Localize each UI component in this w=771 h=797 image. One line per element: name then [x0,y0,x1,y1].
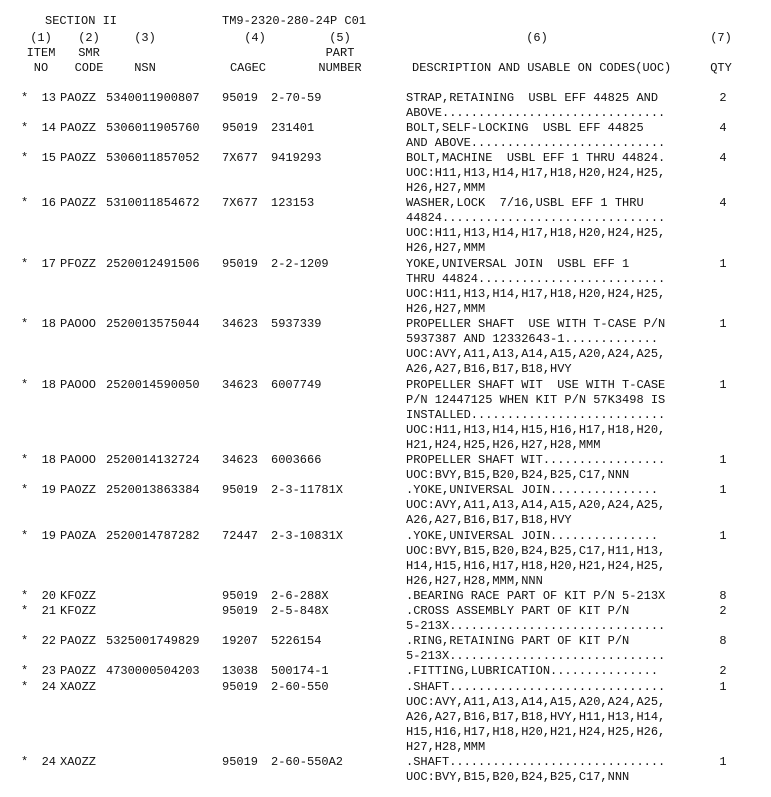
cagec: 7X677 [222,196,259,210]
part-number: 2-6-288X [271,589,329,603]
description-line: 5-213X.............................. [406,619,666,633]
description-line: WASHER,LOCK 7/16,USBL EFF 1 THRU [406,196,644,210]
smr-code: XAOZZ [60,755,97,769]
nsn: 5340011900807 [106,91,200,105]
change-marker: * [21,453,29,467]
part-number: 2-5-848X [271,604,329,618]
description-line: .CROSS ASSEMBLY PART OF KIT P/N [406,604,630,618]
cagec: 34623 [222,317,259,331]
col-qty-number: (7) [710,31,732,45]
smr-code: PAOZZ [60,196,97,210]
smr-code: KFOZZ [60,604,97,618]
smr-code: PAOOO [60,378,97,392]
item-number: 18 [41,317,56,331]
item-number: 19 [41,529,56,543]
description-line: UOC:BVY,B15,B20,B24,B25,C17,NNN [406,770,630,784]
description-line: P/N 12447125 WHEN KIT P/N 57K3498 IS [406,393,666,407]
quantity: 2 [719,664,727,678]
cagec: 7X677 [222,151,259,165]
manual-number: TM9-2320-280-24P C01 [222,14,367,28]
description-line: UOC:H11,H13,H14,H17,H18,H20,H24,H25, [406,166,666,180]
item-number: 14 [41,121,56,135]
part-number: 5226154 [271,634,322,648]
quantity: 8 [719,589,727,603]
part-number: 2-60-550 [271,680,329,694]
description-line: .RING,RETAINING PART OF KIT P/N [406,634,630,648]
change-marker: * [21,634,29,648]
part-number: 5937339 [271,317,322,331]
cagec: 95019 [222,91,259,105]
quantity: 1 [719,317,727,331]
quantity: 1 [719,378,727,392]
col-desc-number: (6) [526,31,548,45]
nsn: 5306011857052 [106,151,200,165]
nsn: 2520014590050 [106,378,200,392]
description-line: 44824............................... [406,211,666,225]
smr-code: PAOZZ [60,634,97,648]
change-marker: * [21,589,29,603]
nsn: 2520014787282 [106,529,200,543]
col-part-number: (5) [329,31,351,45]
change-marker: * [21,317,29,331]
part-number: 2-70-59 [271,91,322,105]
part-number: 2-60-550A2 [271,755,344,769]
col-part-label: PART [325,46,355,60]
cagec: 95019 [222,680,259,694]
col-smr-number: (2) [78,31,100,45]
description-line: PROPELLER SHAFT WIT................. [406,453,666,467]
description-line: INSTALLED........................... [406,408,666,422]
item-number: 18 [41,453,56,467]
smr-code: PAOZA [60,529,97,543]
change-marker: * [21,483,29,497]
cagec: 34623 [222,378,259,392]
change-marker: * [21,664,29,678]
item-number: 21 [41,604,56,618]
description-line: 5-213X.............................. [406,649,666,663]
item-number: 17 [41,257,56,271]
description-line: A26,A27,B16,B17,B18,HVY [406,513,572,527]
description-line: H14,H15,H16,H17,H18,H20,H21,H24,H25, [406,559,666,573]
quantity: 1 [719,529,727,543]
description-line: UOC:BVY,B15,B20,B24,B25,C17,H11,H13, [406,544,666,558]
change-marker: * [21,529,29,543]
part-number: 500174-1 [271,664,329,678]
col-smr-code-label: CODE [74,61,104,75]
cagec: 95019 [222,604,259,618]
change-marker: * [21,91,29,105]
smr-code: PAOZZ [60,483,97,497]
smr-code: PAOZZ [60,151,97,165]
item-number: 15 [41,151,56,165]
nsn: 2520012491506 [106,257,200,271]
description-line: PROPELLER SHAFT WIT USE WITH T-CASE [406,378,666,392]
cagec: 95019 [222,755,259,769]
item-number: 18 [41,378,56,392]
item-number: 16 [41,196,56,210]
col-desc-label: DESCRIPTION AND USABLE ON CODES(UOC) [412,61,672,75]
description-line: UOC:AVY,A11,A13,A14,A15,A20,A24,A25, [406,695,666,709]
part-number: 123153 [271,196,315,210]
col-nsn-number: (3) [134,31,156,45]
quantity: 1 [719,483,727,497]
description-line: ABOVE............................... [406,106,666,120]
description-line: .YOKE,UNIVERSAL JOIN............... [406,529,659,543]
cagec: 72447 [222,529,259,543]
item-number: 20 [41,589,56,603]
part-number: 6007749 [271,378,322,392]
col-part-number-label: NUMBER [318,61,362,75]
col-item-label: ITEM [26,46,56,60]
description-line: H26,H27,MMM [406,241,486,255]
section-title: SECTION II [45,14,118,28]
description-line: UOC:AVY,A11,A13,A14,A15,A20,A24,A25, [406,347,666,361]
part-number: 9419293 [271,151,322,165]
col-nsn-label: NSN [134,61,156,75]
quantity: 1 [719,755,727,769]
smr-code: PFOZZ [60,257,97,271]
part-number: 6003666 [271,453,322,467]
smr-code: KFOZZ [60,589,97,603]
description-line: H21,H24,H25,H26,H27,H28,MMM [406,438,601,452]
col-item-no-label: NO [33,61,49,75]
description-line: H26,H27,H28,MMM,NNN [406,574,543,588]
quantity: 2 [719,604,727,618]
item-number: 24 [41,755,56,769]
description-line: UOC:H11,H13,H14,H17,H18,H20,H24,H25, [406,287,666,301]
description-line: .FITTING,LUBRICATION............... [406,664,659,678]
col-qty-label: QTY [710,61,732,75]
description-line: THRU 44824.......................... [406,272,666,286]
change-marker: * [21,755,29,769]
change-marker: * [21,378,29,392]
change-marker: * [21,680,29,694]
cagec: 95019 [222,483,259,497]
description-line: BOLT,SELF-LOCKING USBL EFF 44825 [406,121,644,135]
item-number: 22 [41,634,56,648]
quantity: 4 [719,196,727,210]
cagec: 19207 [222,634,259,648]
quantity: 2 [719,91,727,105]
col-smr-label: SMR [78,46,100,60]
item-number: 13 [41,91,56,105]
quantity: 4 [719,151,727,165]
quantity: 1 [719,453,727,467]
nsn: 2520013575044 [106,317,200,331]
nsn: 4730000504203 [106,664,200,678]
quantity: 1 [719,257,727,271]
col-item-number: (1) [30,31,52,45]
item-number: 19 [41,483,56,497]
description-line: H27,H28,MMM [406,740,486,754]
nsn: 5325001749829 [106,634,200,648]
smr-code: PAOZZ [60,664,97,678]
description-line: YOKE,UNIVERSAL JOIN USBL EFF 1 [406,257,630,271]
part-number: 2-3-11781X [271,483,344,497]
smr-code: PAOZZ [60,121,97,135]
change-marker: * [21,151,29,165]
description-line: UOC:BVY,B15,B20,B24,B25,C17,NNN [406,468,630,482]
col-cagec-label: CAGEC [229,61,266,75]
col-cagec-number: (4) [244,31,266,45]
nsn: 5306011905760 [106,121,200,135]
part-number: 231401 [271,121,315,135]
cagec: 13038 [222,664,259,678]
smr-code: PAOOO [60,453,97,467]
description-line: AND ABOVE........................... [406,136,666,150]
quantity: 8 [719,634,727,648]
change-marker: * [21,257,29,271]
description-line: STRAP,RETAINING USBL EFF 44825 AND [406,91,659,105]
description-line: PROPELLER SHAFT USE WITH T-CASE P/N [406,317,666,331]
cagec: 95019 [222,257,259,271]
change-marker: * [21,196,29,210]
description-line: 5937387 AND 12332643-1............. [406,332,659,346]
description-line: BOLT,MACHINE USBL EFF 1 THRU 44824. [406,151,666,165]
change-marker: * [21,121,29,135]
quantity: 4 [719,121,727,135]
description-line: .SHAFT.............................. [406,680,666,694]
description-line: A26,A27,B16,B17,B18,HVY,H11,H13,H14, [406,710,666,724]
description-line: .YOKE,UNIVERSAL JOIN............... [406,483,659,497]
nsn: 2520013863384 [106,483,200,497]
quantity: 1 [719,680,727,694]
description-line: A26,A27,B16,B17,B18,HVY [406,362,572,376]
change-marker: * [21,604,29,618]
cagec: 34623 [222,453,259,467]
part-number: 2-3-10831X [271,529,344,543]
item-number: 24 [41,680,56,694]
nsn: 5310011854672 [106,196,200,210]
smr-code: PAOOO [60,317,97,331]
description-line: H26,H27,MMM [406,302,486,316]
description-line: UOC:H11,H13,H14,H15,H16,H17,H18,H20, [406,423,666,437]
cagec: 95019 [222,121,259,135]
description-line: UOC:AVY,A11,A13,A14,A15,A20,A24,A25, [406,498,666,512]
cagec: 95019 [222,589,259,603]
smr-code: PAOZZ [60,91,97,105]
description-line: .SHAFT.............................. [406,755,666,769]
description-line: .BEARING RACE PART OF KIT P/N 5-213X [406,589,666,603]
part-number: 2-2-1209 [271,257,329,271]
description-line: UOC:H11,H13,H14,H17,H18,H20,H24,H25, [406,226,666,240]
description-line: H15,H16,H17,H18,H20,H21,H24,H25,H26, [406,725,666,739]
smr-code: XAOZZ [60,680,97,694]
description-line: H26,H27,MMM [406,181,486,195]
item-number: 23 [41,664,56,678]
nsn: 2520014132724 [106,453,200,467]
